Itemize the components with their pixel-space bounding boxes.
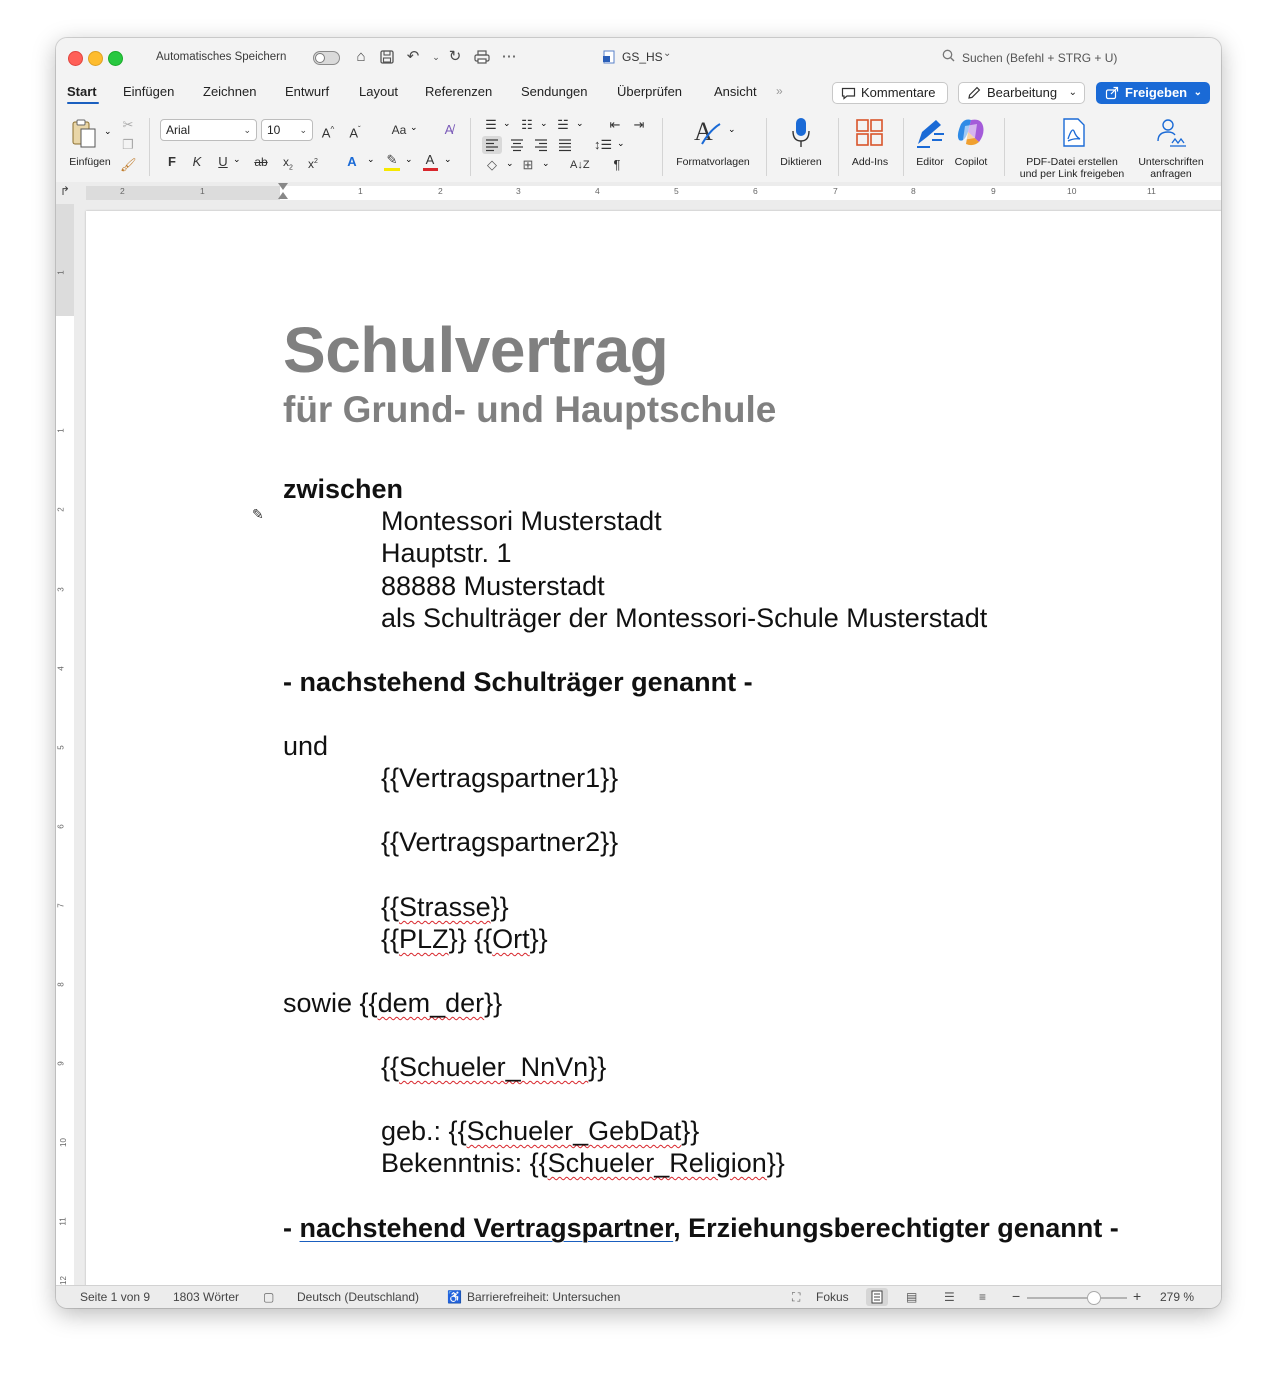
paste-dropdown-icon[interactable]: ⌄: [104, 126, 112, 136]
dictate-label[interactable]: Diktieren: [780, 156, 822, 168]
paste-label[interactable]: Einfügen: [69, 156, 111, 168]
copilot-label[interactable]: Copilot: [954, 156, 988, 168]
tab-referenzen[interactable]: Referenzen: [425, 84, 493, 99]
close-window-button[interactable]: [68, 51, 83, 66]
religion-prefix: Bekenntnis: {{: [381, 1148, 548, 1178]
brace-close: }}: [766, 1148, 785, 1178]
styles-icon[interactable]: [692, 116, 722, 148]
ribbon: [56, 112, 1221, 183]
increase-indent-icon[interactable]: ⇥: [633, 117, 645, 132]
brace-close: }}: [484, 988, 503, 1018]
brace-close: }}: [681, 1116, 700, 1146]
editing-mode-button[interactable]: [958, 82, 1085, 104]
partner-designation: [283, 1213, 1119, 1244]
styles-dropdown-icon[interactable]: ⌄: [728, 124, 736, 134]
plz-ort-line: [381, 924, 548, 955]
signature-icon[interactable]: [1154, 117, 1188, 149]
align-left-button[interactable]: [482, 136, 502, 154]
autosave-label: Automatisches Speichern: [156, 51, 287, 63]
addins-label[interactable]: Add-Ins: [851, 156, 889, 168]
editor-icon[interactable]: [914, 116, 946, 150]
share-chevron-icon: ⌄: [1193, 87, 1202, 98]
numbered-list-icon[interactable]: ☷: [521, 117, 533, 132]
font-size-value: 10: [267, 123, 281, 137]
ruler-number: 2: [438, 186, 443, 196]
proofing-icon[interactable]: ▢: [263, 1290, 275, 1304]
svg-text:A: A: [694, 117, 713, 146]
editor-label[interactable]: Editor: [916, 156, 944, 168]
tab-sendungen[interactable]: Sendungen: [521, 84, 588, 99]
chevron-down-icon: ⌄: [299, 125, 307, 135]
tab-ansicht[interactable]: Ansicht: [714, 84, 757, 99]
underline-button[interactable]: U: [218, 154, 228, 169]
sowie-line: [283, 988, 502, 1019]
birth-prefix: geb.: {{: [381, 1116, 467, 1146]
tab-layout[interactable]: Layout: [359, 84, 399, 99]
draft-view-icon[interactable]: ≡: [979, 1290, 987, 1304]
sowie-prefix: sowie {{: [283, 988, 378, 1018]
line-spacing-icon[interactable]: ↕☰: [594, 137, 613, 152]
brace-close: }}: [588, 1052, 607, 1082]
edit-cursor-icon: ✎: [252, 506, 264, 522]
pdf-label-line1[interactable]: PDF-Datei erstellen: [1026, 156, 1118, 168]
desig-suffix: , Erziehungsberechtigter genannt -: [673, 1213, 1119, 1243]
ribbon-separator: [470, 118, 471, 176]
birth-line: [381, 1116, 699, 1147]
ruler-number: 7: [833, 186, 838, 196]
doc-name-chevron-icon[interactable]: ⌄: [663, 48, 672, 59]
grow-font-icon[interactable]: A^: [321, 125, 335, 141]
copy-icon[interactable]: ❐: [122, 137, 134, 152]
font-color-icon[interactable]: A: [425, 152, 435, 167]
brace-open: {{: [381, 892, 400, 922]
minimize-window-button[interactable]: [88, 51, 103, 66]
vruler-number: 4: [56, 666, 66, 671]
ruler-margin: [86, 186, 280, 200]
hanging-indent-handle[interactable]: [278, 192, 288, 199]
pdf-icon[interactable]: [1060, 117, 1088, 149]
search-icon: [942, 49, 955, 65]
comments-label: Kommentare: [861, 85, 936, 100]
sort-icon[interactable]: A↓Z: [570, 159, 590, 171]
justify-button[interactable]: [555, 136, 575, 154]
ruler-number: 2: [120, 186, 125, 196]
doc-file-icon: [603, 50, 615, 67]
font-size-select[interactable]: [261, 119, 313, 141]
superscript-icon[interactable]: $x^2$: [308, 157, 318, 171]
vruler-number: 2: [56, 507, 66, 512]
effects-dropdown-icon[interactable]: ⌄: [367, 154, 375, 164]
document-page[interactable]: [86, 211, 1221, 1285]
comments-button[interactable]: [832, 82, 948, 104]
pencil-icon: [967, 86, 981, 106]
title-bar: [56, 38, 1221, 78]
focus-icon[interactable]: ⛶: [792, 1290, 801, 1304]
bold-button[interactable]: F: [168, 154, 176, 169]
highlighter-icon[interactable]: ✎: [386, 152, 398, 167]
ruler-number: 4: [595, 186, 600, 196]
decrease-indent-icon[interactable]: ⇤: [609, 117, 621, 132]
partner1-field: {{Vertragspartner1}}: [381, 763, 619, 793]
language-status[interactable]: Deutsch (Deutschland): [297, 1290, 420, 1304]
vruler-number: 6: [56, 824, 66, 829]
more-icon[interactable]: ⋯: [501, 48, 517, 65]
school-street: Hauptstr. 1: [381, 538, 512, 568]
desig-grammar-flag: nachstehend Vertragspartner: [299, 1213, 674, 1243]
ort-field: Ort: [492, 924, 530, 954]
multilevel-dropdown-icon[interactable]: ⌄: [576, 118, 584, 128]
vruler-number: 1: [56, 270, 66, 275]
ruler-number: 6: [753, 186, 758, 196]
vertical-ruler: [56, 204, 75, 1285]
document-subtitle: für Grund- und Hauptschule: [283, 389, 777, 430]
styles-label[interactable]: Formatvorlagen: [676, 156, 750, 168]
ribbon-tabs: [56, 78, 1221, 112]
redo-icon[interactable]: ↻: [448, 48, 462, 65]
document-name[interactable]: GS_HS: [622, 50, 663, 64]
focus-label[interactable]: Fokus: [816, 1290, 849, 1304]
underline-dropdown-icon[interactable]: ⌄: [233, 154, 241, 164]
ruler-number: 10: [1067, 186, 1077, 196]
ruler-number: 11: [1147, 186, 1156, 196]
font-name-select[interactable]: [160, 119, 257, 141]
numbering-dropdown-icon[interactable]: ⌄: [540, 118, 548, 128]
first-line-indent-handle[interactable]: [278, 183, 288, 190]
vruler-number: 8: [56, 982, 66, 987]
between-heading: zwischen: [283, 474, 404, 504]
clipboard-icon[interactable]: [70, 118, 100, 150]
add-ins-icon[interactable]: [855, 118, 885, 148]
school-name: Montessori Musterstadt: [381, 506, 662, 536]
zoom-window-button[interactable]: [108, 51, 123, 66]
brace-close: }}: [529, 924, 548, 954]
change-case-icon[interactable]: Aa: [391, 123, 407, 137]
line-spacing-dropdown-icon[interactable]: ⌄: [617, 138, 625, 148]
birthdate-field: Schueler_GebDat: [466, 1116, 682, 1146]
chevron-down-icon: ⌄: [1068, 87, 1077, 98]
brace-open: {{: [381, 924, 400, 954]
dem-der-field: dem_der: [377, 988, 485, 1018]
copilot-icon[interactable]: [955, 116, 987, 148]
active-tab-indicator: [67, 102, 99, 104]
tab-stop-selector-icon[interactable]: ↱: [60, 184, 71, 198]
ruler-number: 3: [516, 186, 521, 196]
ruler-number: 5: [674, 186, 679, 196]
more-tabs-icon[interactable]: »: [776, 84, 783, 98]
accessibility-status[interactable]: Barrierefreiheit: Untersuchen: [467, 1290, 621, 1304]
font-color-bar: [423, 168, 438, 171]
font-color-dropdown-icon[interactable]: ⌄: [444, 154, 452, 164]
clear-format-icon[interactable]: A̸: [444, 122, 454, 137]
case-dropdown-icon[interactable]: ⌄: [410, 122, 418, 132]
religion-field: Schueler_Religion: [547, 1148, 767, 1178]
religion-line: [381, 1148, 785, 1179]
tab-ueberpruefen[interactable]: Überprüfen: [617, 84, 683, 99]
tab-einfuegen[interactable]: Einfügen: [123, 84, 175, 99]
vruler-number: 9: [56, 1061, 66, 1066]
ribbon-separator: [838, 118, 839, 176]
undo-dropdown-icon[interactable]: ⌄: [432, 52, 440, 62]
vruler-number: 1: [56, 428, 66, 433]
page-count[interactable]: Seite 1 von 9: [80, 1290, 151, 1304]
school-role: als Schulträger der Montessori-Schule Musterstadt: [381, 603, 988, 633]
and-text: und: [283, 731, 329, 761]
borders-icon[interactable]: ⊞: [522, 157, 534, 172]
align-right-button[interactable]: [531, 136, 551, 154]
sign-label-line2[interactable]: anfragen: [1150, 168, 1192, 180]
chevron-down-icon: ⌄: [243, 125, 251, 135]
vruler-number: 3: [56, 587, 66, 592]
ruler-number: 9: [991, 186, 996, 196]
school-city: 88888 Musterstadt: [381, 571, 605, 601]
ruler-number: 1: [358, 186, 363, 196]
share-icon: [1105, 86, 1119, 106]
document-title: Schulvertrag: [283, 314, 669, 386]
shading-dropdown-icon[interactable]: ⌄: [506, 158, 514, 168]
status-bar: [56, 1285, 1221, 1308]
align-center-button[interactable]: [507, 136, 527, 154]
accessibility-icon[interactable]: ♿: [447, 1290, 462, 1304]
tab-entwurf[interactable]: Entwurf: [285, 84, 330, 99]
zoom-in-button[interactable]: +: [1133, 1288, 1142, 1304]
web-layout-icon[interactable]: ▤: [906, 1290, 918, 1304]
ruler-number: 1: [200, 186, 205, 196]
brace-close: }}: [490, 892, 509, 922]
tab-start[interactable]: Start: [67, 84, 97, 99]
street-field: Strasse: [399, 892, 491, 922]
tab-zeichnen[interactable]: Zeichnen: [203, 84, 257, 99]
comment-icon: [841, 86, 856, 106]
cut-icon[interactable]: ✂: [122, 117, 134, 132]
desig-prefix: -: [283, 1213, 300, 1243]
autosave-toggle[interactable]: [313, 51, 340, 65]
microphone-icon[interactable]: [789, 116, 813, 150]
vruler-number: 11: [58, 1217, 68, 1226]
plz-field: PLZ: [399, 924, 449, 954]
vruler-number: 5: [56, 745, 66, 750]
multilevel-list-icon[interactable]: ☱: [557, 117, 569, 132]
zoom-slider-handle[interactable]: [1087, 1291, 1101, 1305]
horizontal-ruler: [56, 182, 1221, 205]
borders-dropdown-icon[interactable]: ⌄: [542, 158, 550, 168]
school-designation: - nachstehend Schulträger genannt -: [283, 667, 753, 697]
shading-icon[interactable]: ◇: [487, 157, 497, 172]
zoom-out-button[interactable]: −: [1012, 1288, 1021, 1304]
highlight-dropdown-icon[interactable]: ⌄: [405, 154, 413, 164]
print-icon[interactable]: [472, 47, 492, 67]
partner2-field: {{Vertragspartner2}}: [381, 827, 619, 857]
text-effects-icon[interactable]: A: [347, 154, 357, 169]
ruler-number: 8: [911, 186, 916, 196]
vertical-ruler-margin: [56, 204, 74, 316]
vruler-number: 12: [58, 1276, 68, 1285]
brace-mid: }} {{: [448, 924, 493, 954]
ribbon-separator: [1004, 118, 1005, 176]
share-label: Freigeben: [1125, 85, 1188, 100]
format-painter-icon[interactable]: 🖌: [120, 157, 137, 172]
bullet-dropdown-icon[interactable]: ⌄: [503, 118, 511, 128]
bullet-list-icon[interactable]: ☰: [485, 117, 497, 132]
print-layout-view-button[interactable]: [866, 1288, 888, 1306]
save-icon[interactable]: [377, 47, 397, 67]
toggle-knob: [315, 53, 325, 63]
outline-view-icon[interactable]: ☰: [944, 1290, 955, 1304]
undo-icon[interactable]: ↶: [406, 48, 420, 65]
search-input[interactable]: Suchen (Befehl + STRG + U): [962, 51, 1118, 65]
strikethrough-icon[interactable]: ab: [254, 155, 268, 169]
pdf-label-line2[interactable]: und per Link freigeben: [1019, 168, 1125, 180]
zoom-level[interactable]: 279 %: [1160, 1290, 1195, 1304]
ribbon-separator: [766, 118, 767, 176]
subscript-icon[interactable]: $x_2$: [283, 155, 293, 172]
vruler-number: 7: [56, 903, 66, 908]
font-name-value: Arial: [166, 123, 191, 137]
street-line: [381, 892, 509, 923]
word-count[interactable]: 1803 Wörter: [173, 1290, 240, 1304]
shrink-font-icon[interactable]: $A^ˇ$: [349, 125, 361, 141]
ribbon-separator: [662, 118, 663, 176]
sign-label-line1[interactable]: Unterschriften: [1138, 156, 1204, 168]
student-name-field: Schueler_NnVn: [399, 1052, 589, 1082]
vruler-number: 10: [58, 1138, 68, 1147]
highlight-color-bar: [384, 168, 400, 171]
student-line: [381, 1052, 606, 1083]
ribbon-separator: [903, 118, 904, 176]
brace-open: {{: [381, 1052, 400, 1082]
zoom-slider[interactable]: [1027, 1297, 1127, 1299]
editing-label: Bearbeitung: [987, 85, 1058, 100]
italic-button[interactable]: K: [192, 154, 202, 169]
ribbon-separator: [149, 118, 150, 176]
word-window: [56, 38, 1221, 1308]
pilcrow-icon[interactable]: ¶: [613, 157, 621, 172]
share-button[interactable]: [1096, 82, 1210, 104]
home-icon[interactable]: ⌂: [356, 48, 366, 65]
document-area[interactable]: [74, 204, 1221, 1285]
